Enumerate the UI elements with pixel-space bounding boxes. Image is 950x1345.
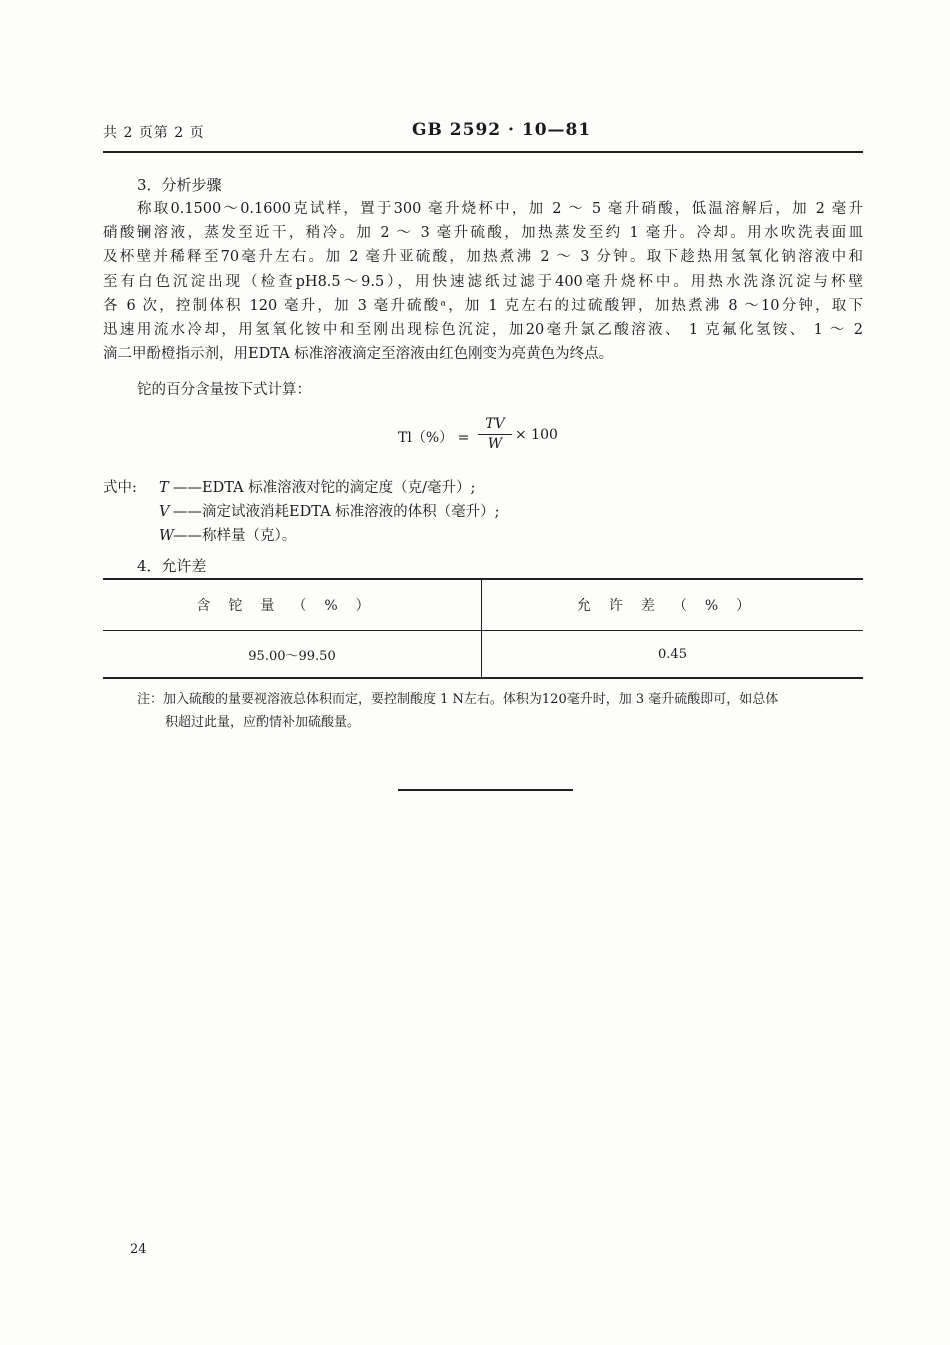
definition-row xyxy=(103,524,297,548)
procedure-line: 称取0.1500～0.1600克试样，置于300 毫升烧杯中，加 2 ～ 5 毫升硝酸，低温溶解后，加 2 毫升 xyxy=(137,201,863,217)
end-divider xyxy=(398,789,573,791)
formula-fraction xyxy=(478,416,512,453)
table-cell-tolerance: 0.45 xyxy=(482,631,864,679)
procedure-line: 各 6 次，控制体积 120 毫升，加 3 毫升硫酸ᵃ，加 1 克左右的过硫酸钾，加热煮沸 8 ～10分钟，取下 xyxy=(103,297,863,314)
table-row xyxy=(103,631,863,679)
footnote-line: 积超过此量，应酌情补加硫酸量。 xyxy=(165,715,361,730)
standard-number: GB 2592 · 10—81 xyxy=(412,120,592,140)
section-4-title: 4．允许差 xyxy=(137,557,207,575)
header-divider xyxy=(103,151,863,153)
definition-row xyxy=(103,476,476,500)
procedure-line: 至有白色沉淀出现（检查pH8.5～9.5），用快速滤纸过滤于400毫升烧杯中。用热水洗涤沉淀与杯壁 xyxy=(103,273,863,290)
formula-denominator: W xyxy=(487,436,503,452)
section-3-title: 3．分析步骤 xyxy=(137,176,222,194)
definition-text: ——EDTA 标准溶液对铊的滴定度（克/毫升）; xyxy=(173,480,476,496)
definition-symbol: W xyxy=(159,528,174,544)
definition-prefix: 式中: xyxy=(103,480,137,496)
calculation-intro: 铊的百分含量按下式计算： xyxy=(137,382,311,398)
definition-symbol: T xyxy=(159,480,169,496)
column-header-content: 含铊量（%） xyxy=(103,579,482,631)
formula-rhs: × 100 xyxy=(515,427,558,443)
formula-numerator: TV xyxy=(485,416,505,432)
definition-symbol: V xyxy=(159,504,170,520)
table-cell-content: 95.00～99.50 xyxy=(103,631,482,679)
definition-text: ——滴定试液消耗EDTA 标准溶液的体积（毫升）; xyxy=(173,504,500,520)
definition-row xyxy=(103,500,500,524)
table-header-row xyxy=(103,579,863,631)
procedure-line: 迅速用流水冷却，用氢氧化铵中和至刚出现棕色沉淀，加20毫升氯乙酸溶液、 1 克氟化氢铵、 1 ～ 2 xyxy=(103,321,863,338)
procedure-line: 滴二甲酚橙指示剂，用EDTA 标准溶液滴定至溶液由红色刚变为亮黄色为终点。 xyxy=(103,346,614,363)
column-header-tolerance: 允许差（%） xyxy=(482,579,864,631)
procedure-line: 及杯壁并稀释至70毫升左右。加 2 毫升亚硫酸，加热煮沸 2 ～ 3 分钟。取下趁热用氢氧化钠溶液中和 xyxy=(103,249,863,266)
variable-definitions xyxy=(103,476,500,548)
footnote-line: 注：加入硫酸的量要视溶液总体积而定，要控制酸度 1 N左右。体积为120毫升时，加 3 毫升硫酸即可，如总体 xyxy=(137,692,779,707)
procedure-line: 硝酸镧溶液，蒸发至近干，稍冷。加 2 ～ 3 毫升硫酸，加热蒸发至约 1 毫升。冷却。用水吹洗表面皿 xyxy=(103,225,863,242)
definition-text: ——称样量（克）。 xyxy=(173,528,297,544)
procedure-paragraph xyxy=(103,197,863,366)
page-number: 24 xyxy=(130,1242,147,1257)
page-count-label: 共 2 页第 2 页 xyxy=(103,125,205,141)
footnote xyxy=(137,688,863,734)
fraction-bar xyxy=(478,434,512,435)
formula-lhs: Tl（%） = xyxy=(398,430,470,446)
tolerance-table xyxy=(103,578,863,679)
